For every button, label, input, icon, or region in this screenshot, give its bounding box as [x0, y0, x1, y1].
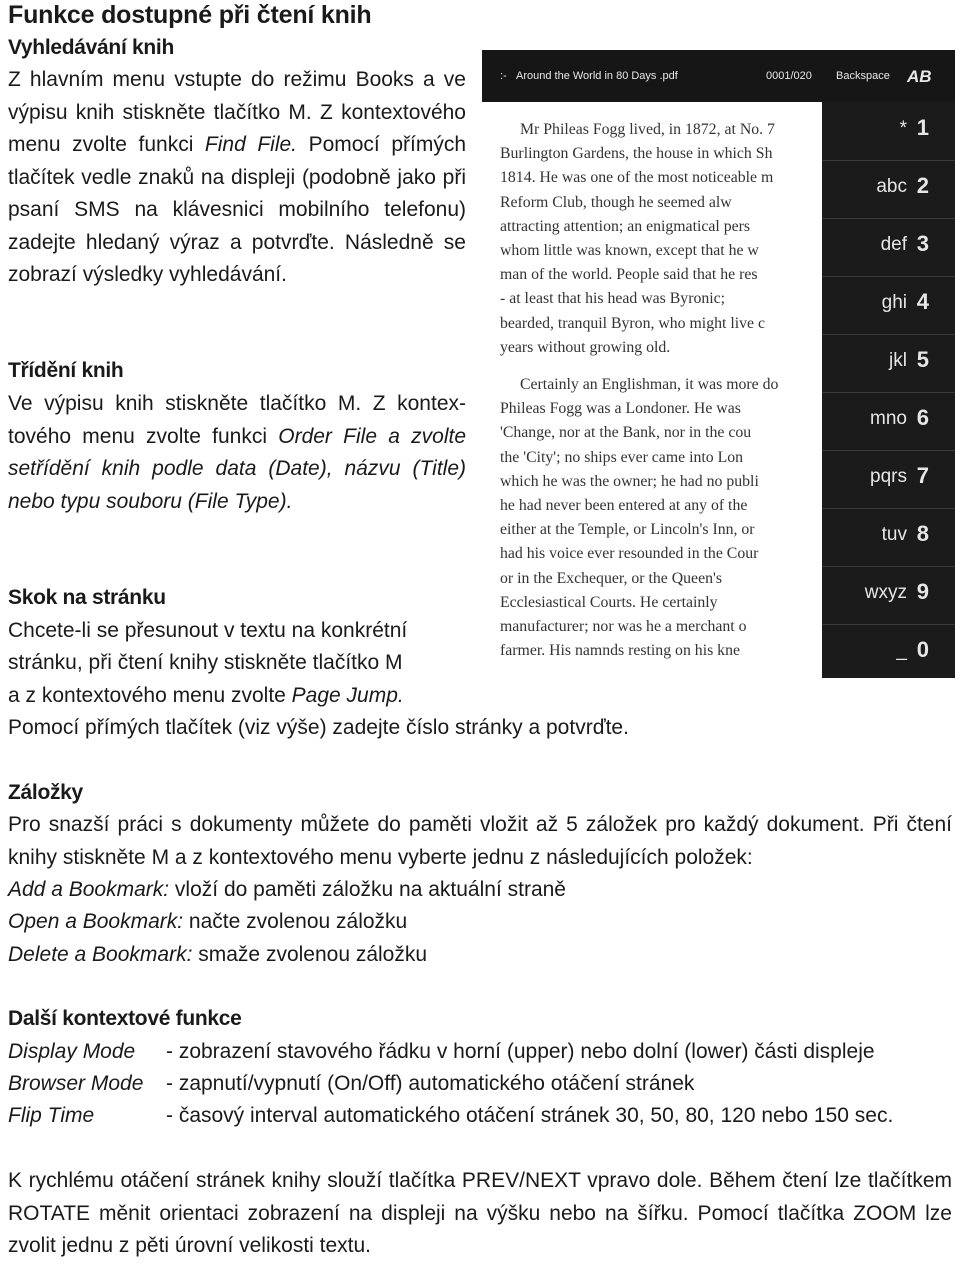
page-jump-line-1: Chcete-li se přesunout v textu na konkrétní: [8, 619, 408, 642]
paragraph-search-books: Z hlavním menu vstupte do režimu Books a ve výpisu knih stiskněte tlačítko M. Z kontextového menu zvolte funkci Find File. Pomocí přímých tlačítek vedle znaků na displeji (podobně jako při psaní SMS na klávesnici mobilního telefonu) zadejte hledaný výraz a potvrďte. Následně se zobrazí výsledky vyhledávání.: [8, 68, 466, 286]
context-item-browser-mode: Browser Mode - zapnutí/vypnutí (On/Off) automatického otáčení stránek: [8, 1072, 695, 1095]
context-item-display-mode: Display Mode - zobrazení stavového řádku v horní (upper) nebo dolní (lower) části displeje: [8, 1040, 875, 1063]
device-book-text: [500, 118, 825, 663]
bookmark-item-open: Open a Bookmark: načte zvolenou záložku: [8, 910, 408, 933]
paragraph-sort-books: Ve výpisu knih stiskněte tlačítko M. Z kontex-tového menu zvolte funkci Order File a zvolte setřídění knih podle data (Date), názvu (Title) nebo typu souboru (File Type).: [8, 392, 467, 513]
book-line: 1814. He was one of the most noticeable m: [500, 169, 774, 187]
book-line: the 'City'; no ships ever came into Lon: [500, 448, 744, 466]
book-line: Phileas Fogg was a Londoner. He was: [500, 400, 741, 418]
key-2[interactable]: abc 2: [822, 160, 955, 219]
paragraph-navigation-buttons: K rychlému otáčení stránek knihy slouží tlačítka PREV/NEXT vpravo dole. Během čtení lze tlačítkem ROTATE měnit orientaci zobrazení na displeji na výšku nebo na šířku. Pomocí tlačítka ZOOM lze zvolit jednu z pěti úrovní velikosti textu.: [8, 1169, 952, 1257]
key-9[interactable]: wxyz 9: [822, 566, 955, 625]
device-screenshot: [482, 50, 955, 678]
device-status-bar: [482, 50, 955, 102]
book-line: bearded, tranquil Byron, who might live c: [500, 314, 765, 332]
book-line: manufacturer; nor was he a merchant o: [500, 618, 747, 636]
key-1[interactable]: * 1: [822, 102, 955, 161]
page-jump-line-4: Pomocí přímých tlačítek (viz výše) zadejte číslo stránky a potvrďte.: [8, 716, 629, 739]
book-line: whom little was known, except that he w: [500, 242, 759, 260]
key-8[interactable]: tuv 8: [822, 508, 955, 567]
book-line: he had never been entered at any of the: [500, 497, 748, 515]
book-line: farmer. His namnds resting on his kne: [500, 642, 740, 660]
key-4[interactable]: ghi 4: [822, 276, 955, 335]
key-3[interactable]: def 3: [822, 218, 955, 277]
book-line: 'Change, nor at the Bank, nor in the cou: [500, 424, 752, 442]
heading-context-functions: Další kontextové funkce: [8, 1007, 242, 1030]
page-jump-line-2: stránku, při čtení knihy stiskněte tlačítko M: [8, 651, 403, 674]
book-line: had his voice ever resounded in the Cour: [500, 545, 759, 563]
heading-page-jump: Skok na stránku: [8, 586, 166, 609]
book-line: Burlington Gardens, the house in which Sh: [500, 145, 773, 163]
page-jump-line-3: a z kontextového menu zvolte Page Jump.: [8, 684, 404, 707]
device-filename: Around the World in 80 Days .pdf: [516, 70, 678, 82]
paragraph-bookmarks: Pro snazší práci s dokumenty můžete do paměti vložit až 5 záložek pro každý dokument. Při čtení knihy stiskněte M a z kontextového menu vyberte jednu z následujících položek:: [8, 813, 952, 869]
book-line: Mr Phileas Fogg lived, in 1872, at No. 7: [520, 121, 775, 138]
book-line: - at least that his head was Byronic;: [500, 290, 726, 308]
bookmark-item-delete: Delete a Bookmark: smaže zvolenou záložku: [8, 943, 428, 966]
key-7[interactable]: pqrs 7: [822, 450, 955, 509]
input-mode-icon: AB: [907, 67, 932, 86]
device-page-counter: 0001/020: [766, 70, 812, 82]
heading-search-books: Vyhledávání knih: [8, 36, 174, 59]
bookmark-item-add: Add a Bookmark: vloží do paměti záložku na aktuální straně: [8, 878, 566, 901]
book-line: or in the Exchequer, or the Queen's: [500, 569, 722, 587]
context-item-flip-time: Flip Time - časový interval automatického otáčení stránek 30, 50, 80, 120 nebo 150 sec.: [8, 1104, 894, 1127]
key-6[interactable]: mno 6: [822, 392, 955, 451]
device-keypad: [822, 102, 955, 678]
device-backspace-label: Backspace: [836, 70, 890, 82]
book-line: attracting attention; an enigmatical pers: [500, 217, 751, 235]
book-line: which he was the owner; he had no publi: [500, 472, 759, 490]
heading-sort-books: Třídění knih: [8, 359, 124, 382]
heading-bookmarks: Záložky: [8, 781, 83, 804]
key-0[interactable]: _ 0: [896, 637, 929, 662]
book-line: man of the world. People said that he res: [500, 266, 758, 284]
book-line: Ecclesiastical Courts. He certainly: [500, 593, 718, 611]
book-line: either at the Temple, or Lincoln's Inn, or: [500, 521, 755, 539]
key-5[interactable]: jkl 5: [822, 334, 955, 393]
page-title: Funkce dostupné při čtení knih: [8, 1, 372, 29]
book-line: years without growing old.: [500, 338, 671, 356]
book-line: Certainly an Englishman, it was more do: [520, 376, 779, 394]
book-line: Reform Club, though he seemed alw: [500, 193, 732, 211]
book-icon: :-: [500, 70, 507, 82]
